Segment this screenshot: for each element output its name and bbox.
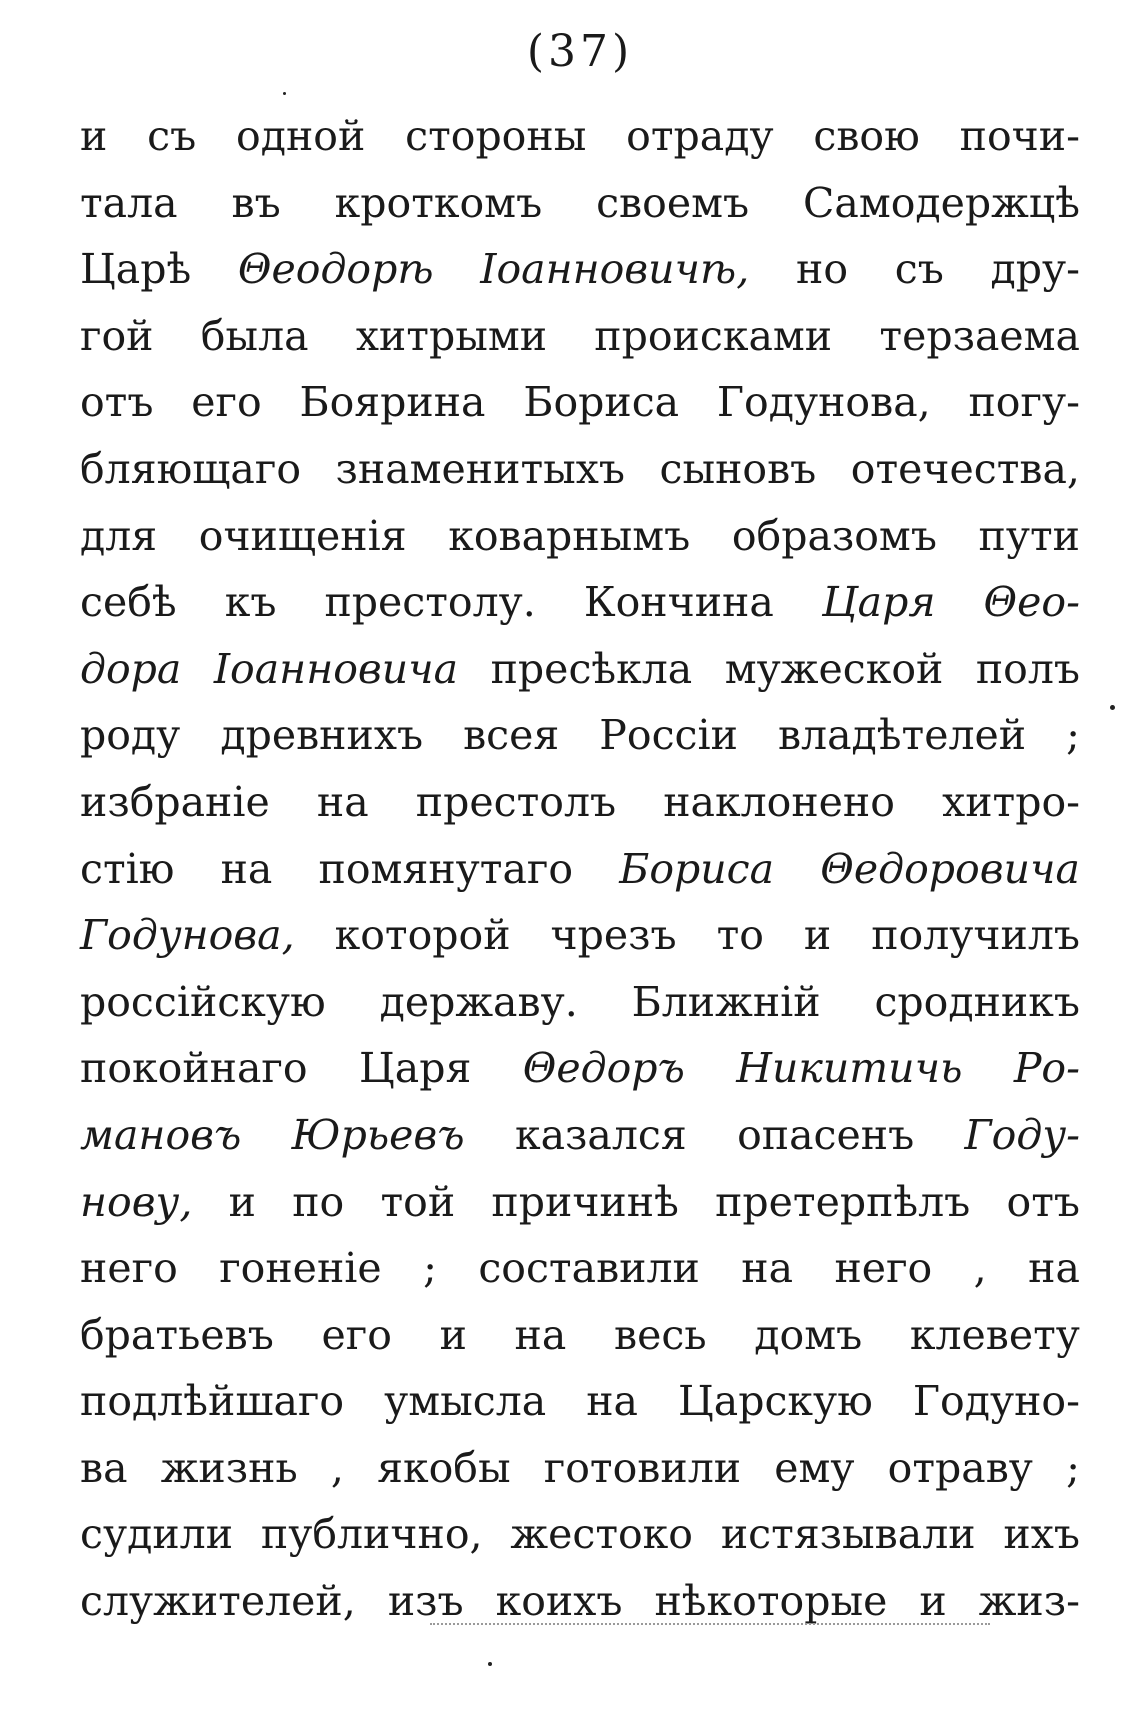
italic-word: Царя xyxy=(821,578,936,627)
word: него xyxy=(834,1244,933,1293)
text-line xyxy=(80,503,1080,570)
word: знаменитыхъ xyxy=(335,444,625,493)
word: Кончина xyxy=(583,578,774,627)
text-line xyxy=(80,702,1080,769)
word: престолу. xyxy=(324,578,536,627)
word: и xyxy=(80,112,108,160)
word: на xyxy=(316,777,369,826)
word: владѣтелей xyxy=(777,711,1027,760)
italic-word: Іоанновича xyxy=(213,644,459,693)
body-text xyxy=(80,103,1080,1635)
word: Годунова, xyxy=(716,378,931,427)
word: жестоко xyxy=(510,1510,693,1559)
italic-word: Θедоръ xyxy=(522,1044,685,1093)
word: гой xyxy=(80,311,154,360)
word: жиз- xyxy=(978,1577,1080,1626)
word: подлѣйшаго xyxy=(80,1377,345,1426)
bottom-rule xyxy=(430,1620,990,1625)
word: россійскую xyxy=(80,977,326,1026)
italic-word: Θедоровича xyxy=(820,844,1080,893)
italic-word: Юрьевъ xyxy=(291,1110,465,1159)
italic-word: Ро- xyxy=(1013,1044,1080,1093)
word: очищенія xyxy=(198,511,407,560)
word: по xyxy=(292,1177,345,1226)
word: ему xyxy=(774,1443,855,1492)
word: стію xyxy=(80,844,175,893)
text-line xyxy=(80,1235,1080,1302)
text-line xyxy=(80,303,1080,370)
word: отраду xyxy=(626,112,774,160)
word: якобы xyxy=(377,1443,511,1492)
word: державу. xyxy=(379,977,578,1026)
word: домъ xyxy=(754,1310,863,1359)
word: полъ xyxy=(975,644,1080,693)
word: претерпѣлъ xyxy=(715,1177,971,1226)
word: клевету xyxy=(909,1310,1080,1359)
word: происками xyxy=(594,311,833,360)
italic-word: нову, xyxy=(80,1177,193,1226)
word: съ xyxy=(147,112,197,160)
text-line xyxy=(80,1169,1080,1236)
word: умысла xyxy=(384,1377,547,1426)
italic-word: Годунова, xyxy=(80,911,295,960)
word: покойнаго xyxy=(80,1044,308,1093)
word: для xyxy=(80,511,158,560)
text-line xyxy=(80,569,1080,636)
word: жизнь xyxy=(160,1443,298,1492)
word: коварнымъ xyxy=(448,511,691,560)
word: Россіи xyxy=(599,711,738,760)
word: , xyxy=(973,1244,987,1293)
text-line xyxy=(80,170,1080,237)
italic-word: дора xyxy=(80,644,182,693)
text-line xyxy=(80,1302,1080,1369)
word: и xyxy=(919,1577,947,1626)
italic-word: Году- xyxy=(964,1110,1080,1159)
word: на xyxy=(586,1377,638,1426)
ink-speck xyxy=(1110,705,1115,710)
word: отраву xyxy=(887,1443,1033,1492)
word: ; xyxy=(1066,1443,1080,1492)
word: съ xyxy=(894,245,944,294)
text-line xyxy=(80,103,1080,170)
word: которой xyxy=(334,911,511,960)
text-line xyxy=(80,1102,1080,1169)
word: ва xyxy=(80,1443,128,1492)
italic-word: Іоанновичѣ, xyxy=(480,245,750,294)
word: погу- xyxy=(968,378,1080,427)
word: отъ xyxy=(1006,1177,1080,1226)
word: отечества, xyxy=(850,444,1080,493)
word: Самодержцѣ xyxy=(803,178,1080,227)
word: и xyxy=(439,1310,467,1359)
word: себѣ xyxy=(80,578,177,627)
word: причинѣ xyxy=(491,1177,679,1226)
word: гоненіе xyxy=(219,1244,382,1293)
text-line xyxy=(80,1035,1080,1102)
word: Бориса xyxy=(523,378,680,427)
word: наклонено xyxy=(663,777,895,826)
word: Царя xyxy=(359,1044,472,1093)
word: нѣкоторые xyxy=(654,1577,888,1626)
word: братьевъ xyxy=(80,1310,274,1359)
word: престолъ xyxy=(415,777,617,826)
word: своемъ xyxy=(596,178,750,227)
word: Боярина xyxy=(299,378,486,427)
word: терзаема xyxy=(879,311,1080,360)
text-line xyxy=(80,236,1080,303)
text-line xyxy=(80,636,1080,703)
word: коихъ xyxy=(495,1577,623,1626)
text-line xyxy=(80,1368,1080,1435)
italic-word: Θео- xyxy=(983,578,1080,627)
italic-word: Бориса xyxy=(619,844,775,893)
word: , xyxy=(330,1443,344,1492)
word: въ xyxy=(231,178,281,227)
word: сродникъ xyxy=(874,977,1080,1026)
word: его xyxy=(321,1310,392,1359)
word: была xyxy=(200,311,309,360)
word: хитрыми xyxy=(355,311,548,360)
word: на xyxy=(220,844,273,893)
word: казался xyxy=(514,1110,687,1159)
word: избраніе xyxy=(80,777,270,826)
word: бляющаго xyxy=(80,444,302,493)
word: образомъ xyxy=(731,511,937,560)
word: то xyxy=(716,911,764,960)
word: всея xyxy=(463,711,560,760)
ink-speck xyxy=(283,92,286,95)
word: роду xyxy=(80,711,181,760)
word: публично, xyxy=(260,1510,483,1559)
word: весь xyxy=(613,1310,707,1359)
ink-speck xyxy=(488,1662,492,1666)
text-line xyxy=(80,769,1080,836)
word: составили xyxy=(478,1244,700,1293)
word: тала xyxy=(80,178,178,227)
word: свою xyxy=(813,112,920,160)
word: Годуно- xyxy=(912,1377,1080,1426)
word: чрезъ xyxy=(550,911,677,960)
word: и xyxy=(228,1177,256,1226)
word: хитро- xyxy=(942,777,1080,826)
word: его xyxy=(191,378,262,427)
word: готовили xyxy=(543,1443,742,1492)
word: судили xyxy=(80,1510,234,1559)
text-line xyxy=(80,1435,1080,1502)
text-line xyxy=(80,969,1080,1036)
word: получилъ xyxy=(871,911,1080,960)
word: служителей, xyxy=(80,1577,356,1626)
page-number: (37) xyxy=(526,26,634,77)
word: и xyxy=(803,911,832,960)
text-line xyxy=(80,836,1080,903)
word: него xyxy=(80,1244,178,1293)
word: стороны xyxy=(405,112,587,160)
word: на xyxy=(514,1310,567,1359)
word: одной xyxy=(236,112,366,160)
text-line xyxy=(80,1501,1080,1568)
word: истязывали xyxy=(720,1510,976,1559)
word: но xyxy=(796,245,849,294)
word: древнихъ xyxy=(220,711,424,760)
word: Ближній xyxy=(631,977,821,1026)
word: ; xyxy=(423,1244,437,1293)
word: той xyxy=(380,1177,456,1226)
italic-word: Θеодорѣ xyxy=(237,245,434,294)
word: почи- xyxy=(959,112,1080,160)
word: Царѣ xyxy=(80,245,192,294)
italic-word: Никитичь xyxy=(736,1044,963,1093)
word: пути xyxy=(978,511,1080,560)
word: опасенъ xyxy=(737,1110,915,1159)
word: на xyxy=(1028,1244,1080,1293)
word: ихъ xyxy=(1003,1510,1080,1559)
word: мужеской xyxy=(724,644,944,693)
word: ; xyxy=(1066,711,1080,760)
text-line xyxy=(80,436,1080,503)
word: изъ xyxy=(387,1577,464,1626)
word: дру- xyxy=(990,245,1080,294)
word: къ xyxy=(224,578,277,627)
word: на xyxy=(741,1244,794,1293)
word: кроткомъ xyxy=(334,178,543,227)
italic-word: мановъ xyxy=(80,1110,242,1159)
word: помянутаго xyxy=(318,844,574,893)
word: пресѣкла xyxy=(490,644,693,693)
word: сыновъ xyxy=(659,444,817,493)
word: отъ xyxy=(80,378,154,427)
text-line xyxy=(80,369,1080,436)
word: Царскую xyxy=(678,1377,873,1426)
text-line xyxy=(80,902,1080,969)
